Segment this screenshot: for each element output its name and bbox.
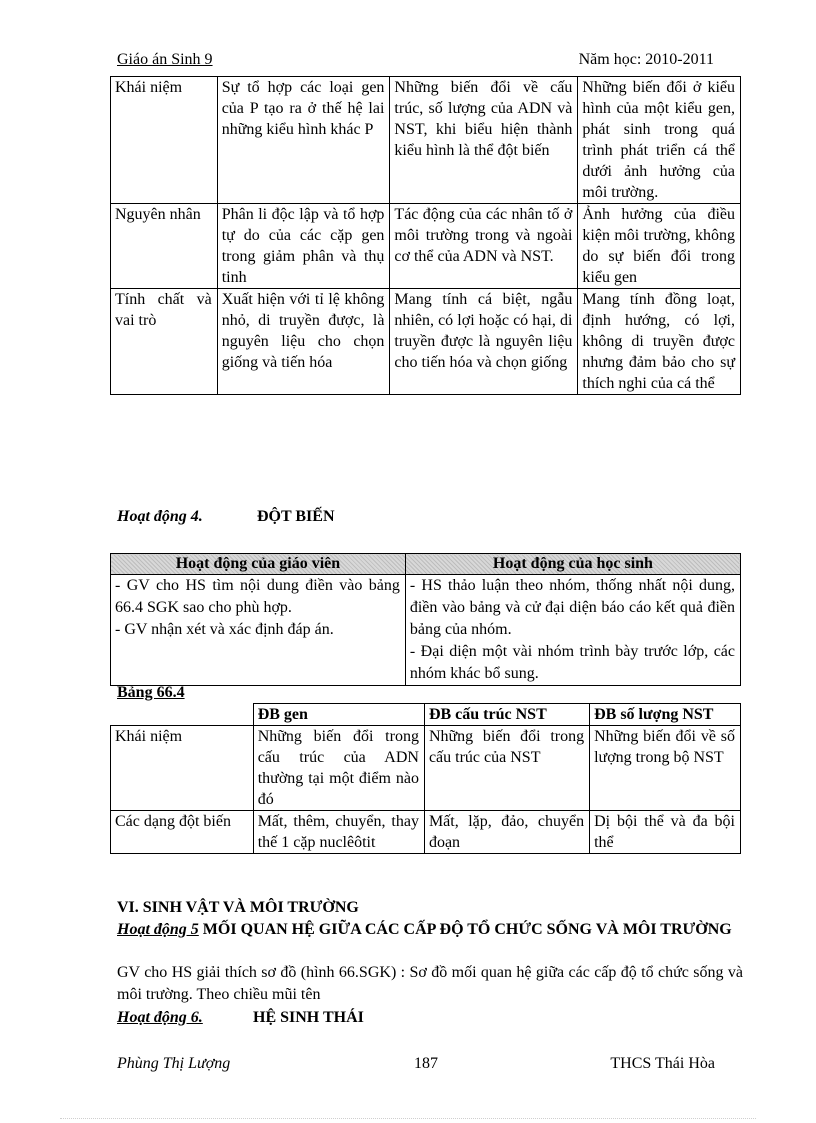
table-cell: Những biến đổi về cấu trúc, số lượng của ADN và NST, khi biểu hiện thành kiểu hình là thể đột biến <box>390 77 578 204</box>
teacher-column-header: Hoạt động của giáo viên <box>111 554 406 575</box>
section-heading: VI. SINH VẬT VÀ MÔI TRƯỜNG <box>117 899 359 916</box>
table-cell: Những biến đổi trong cấu trúc của NST <box>424 726 589 811</box>
footer-school: THCS Thái Hòa <box>610 1055 715 1072</box>
activity-label: Hoạt động 5 <box>117 921 199 938</box>
table-row <box>111 811 741 854</box>
table-cell: Xuất hiện với tỉ lệ không nhỏ, di truyền được, là nguyên liệu cho chọn giống và tiến hóa <box>217 289 390 395</box>
body-paragraph: GV cho HS giải thích sơ đồ (hình 66.SGK) : Sơ đồ mối quan hệ giữa các cấp độ tổ chức sống và môi trường. Theo chiều mũi tên <box>117 964 743 1003</box>
table-cell: Phân li độc lập và tổ hợp tự do của các cặp gen trong giảm phân và thụ tinh <box>217 204 390 289</box>
activity-table <box>110 553 741 686</box>
corner-cell <box>111 704 254 726</box>
table-row <box>111 575 741 686</box>
student-column-header: Hoạt động của học sinh <box>405 554 740 575</box>
table-cell: Ảnh hưởng của điều kiện môi trường, không do sự biến đổi trong kiểu gen <box>578 204 741 289</box>
row-label: Khái niệm <box>111 77 218 204</box>
list-item: - GV nhận xét và xác định đáp án. <box>115 621 334 638</box>
table-cell: Mất, lặp, đảo, chuyển đoạn <box>424 811 589 854</box>
table-row <box>111 77 741 204</box>
row-label: Khái niệm <box>111 726 254 811</box>
activity-5-heading <box>117 920 741 940</box>
header-school-year: Năm học: 2010-2011 <box>578 51 714 68</box>
table-row <box>111 726 741 811</box>
page-number: 187 <box>414 1055 438 1072</box>
table-row <box>111 204 741 289</box>
page-header <box>117 50 714 70</box>
activity-title: ĐỘT BIẾN <box>257 508 335 525</box>
header-subject: Giáo án Sinh 9 <box>117 51 213 68</box>
row-label: Tính chất và vai trò <box>111 289 218 395</box>
activity-6-heading <box>117 1009 364 1027</box>
teacher-activity-cell <box>111 575 406 686</box>
student-activity-cell <box>405 575 740 686</box>
column-header: ĐB gen <box>253 704 424 726</box>
table-cell: Sự tổ hợp các loại gen của P tạo ra ở thế hệ lai những kiểu hình khác P <box>217 77 390 204</box>
variation-comparison-table <box>110 76 741 395</box>
page-bottom-divider <box>60 1118 756 1119</box>
table-row <box>111 289 741 395</box>
table-cell: Mất, thêm, chuyển, thay thế 1 cặp nuclêôtit <box>253 811 424 854</box>
table-cell: Mang tính đồng loạt, định hướng, có lợi, không di truyền được nhưng đảm bảo cho sự thích nghi của cá thể <box>578 289 741 395</box>
table-cell: Mang tính cá biệt, ngẫu nhiên, có lợi hoặc có hại, di truyền được là nguyên liệu cho tiến hóa và chọn giống <box>390 289 578 395</box>
activity-title: HỆ SINH THÁI <box>253 1009 364 1026</box>
column-header: ĐB số lượng NST <box>590 704 741 726</box>
list-item: - GV cho HS tìm nội dung điền vào bảng 66.4 SGK sao cho phù hợp. <box>115 577 400 616</box>
table-cell: Dị bội thể và đa bội thể <box>590 811 741 854</box>
table-cell: Những biến đổi về số lượng trong bộ NST <box>590 726 741 811</box>
list-item: - HS thảo luận theo nhóm, thống nhất nội dung, điền vào bảng và cử đại diện báo cáo kết quả điền bảng của nhóm. <box>409 577 735 638</box>
page-footer <box>117 1055 717 1075</box>
activity-title: MỐI QUAN HỆ GIỮA CÁC CẤP ĐỘ TỔ CHỨC SỐNG VÀ MÔI TRƯỜNG <box>198 921 732 938</box>
activity-label: Hoạt động 4. <box>117 508 203 525</box>
activity-4-heading <box>117 508 335 526</box>
row-label: Nguyên nhân <box>111 204 218 289</box>
table-cell: Những biến đổi ở kiểu hình của một kiểu gen, phát sinh trong quá trình phát triển cá thể dưới ảnh hưởng của môi trường. <box>578 77 741 204</box>
column-header: ĐB cấu trúc NST <box>424 704 589 726</box>
table-header-row <box>111 704 741 726</box>
footer-author: Phùng Thị Lượng <box>117 1055 231 1072</box>
table-header-row <box>111 554 741 575</box>
activity-label: Hoạt động 6. <box>117 1009 203 1026</box>
mutation-table <box>110 703 741 854</box>
row-label: Các dạng đột biến <box>111 811 254 854</box>
table-cell: Tác động của các nhân tố ở môi trường trong và ngoài cơ thể của ADN và NST. <box>390 204 578 289</box>
table-caption: Bảng 66.4 <box>117 684 185 701</box>
list-item: - Đại diện một vài nhóm trình bày trước lớp, các nhóm khác bổ sung. <box>409 643 735 682</box>
table-cell: Những biến đổi trong cấu trúc của ADN thường tại một điểm nào đó <box>253 726 424 811</box>
